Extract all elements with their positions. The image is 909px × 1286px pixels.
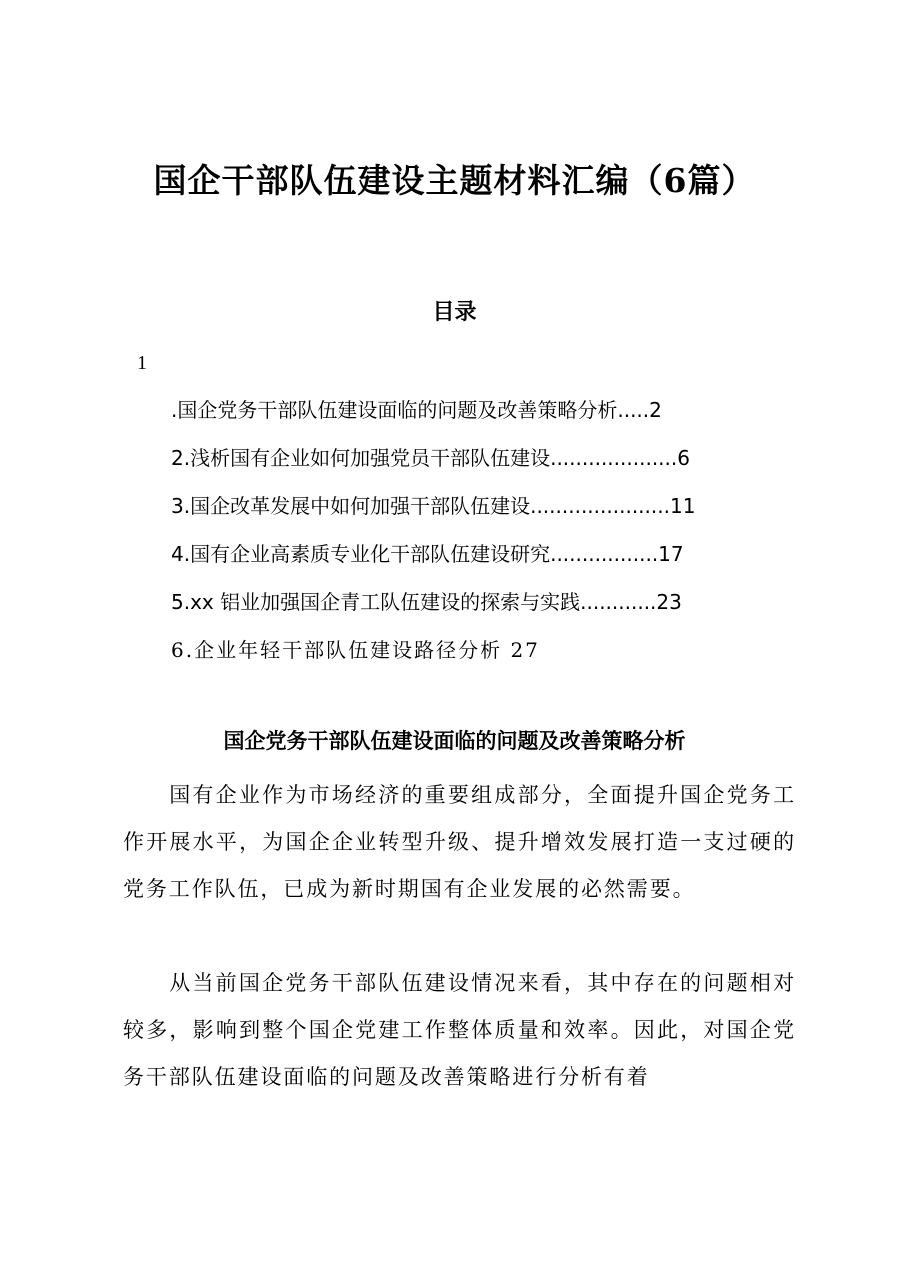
- toc-page-number: 23: [656, 590, 682, 614]
- toc-entry-5[interactable]: [171, 582, 761, 630]
- toc-entry-6[interactable]: [171, 630, 761, 678]
- toc-entry-1[interactable]: [171, 390, 761, 438]
- toc-page-number: 17: [658, 542, 684, 566]
- toc-entry-2[interactable]: [171, 438, 761, 486]
- toc-entry-4[interactable]: [171, 534, 761, 582]
- section-title: 国企党务干部队伍建设面临的问题及改善策略分析: [223, 728, 686, 753]
- toc-entry-3[interactable]: [171, 486, 761, 534]
- toc-entry-text: 3.国企改革发展中如何加强干部队伍建设: [171, 494, 531, 518]
- toc-entry-text: .国企党务干部队伍建设面临的问题及改善策略分析: [171, 398, 618, 422]
- toc-page-number: 6: [677, 446, 690, 470]
- toc-entry-text: 6.企业年轻干部队伍建设路径分析 27: [171, 638, 540, 662]
- document-title: 国企干部队伍建设主题材料汇编（6篇）: [153, 161, 756, 200]
- toc-entry-text: 2.浅析国有企业如何加强党员干部队伍建设: [171, 446, 551, 470]
- body-paragraph: 从当前国企党务干部队伍建设情况来看，其中存在的问题相对较多，影响到整个国企党建工作整体质量和效率。因此，对国企党务干部队伍建设面临的问题及改善策略进行分析有着: [123, 971, 796, 1089]
- toc-page-number: 11: [669, 494, 696, 518]
- toc-heading: 目录: [432, 299, 477, 325]
- toc-entry-text: 4.国有企业高素质专业化干部队伍建设研究: [171, 542, 551, 566]
- toc-marker: 1: [137, 352, 147, 374]
- toc-leader: ............: [580, 590, 657, 614]
- table-of-contents: [171, 390, 761, 678]
- toc-leader: .................: [550, 542, 659, 566]
- body-paragraph: 国有企业作为市场经济的重要组成部分，全面提升国企党务工作开展水平，为国企企业转型升级、提升增效发展打造一支过硬的党务工作队伍，已成为新时期国有企业发展的必然需要。: [123, 783, 796, 901]
- toc-leader: ......................: [530, 494, 670, 518]
- toc-entry-text: 5.xx 铝业加强国企青工队伍建设的探索与实践: [171, 590, 581, 614]
- toc-leader: ....................: [550, 446, 678, 470]
- toc-leader: .....: [617, 398, 650, 422]
- toc-page-number: 2: [649, 398, 662, 422]
